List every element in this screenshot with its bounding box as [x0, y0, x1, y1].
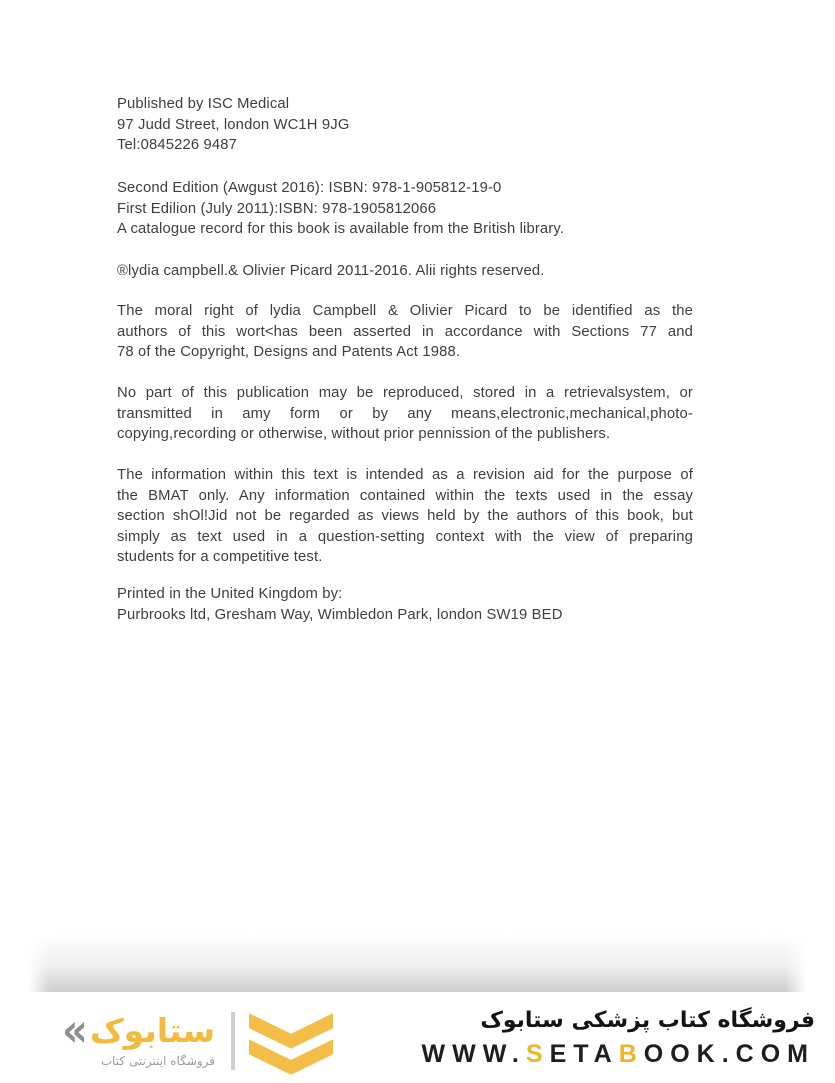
setabook-wordmark-group: [62, 1004, 216, 1069]
text-line: Printed in the United Kingdom by:: [117, 586, 343, 602]
text-line: Published by ISC Medical: [117, 96, 290, 112]
text-line: A catalogue record for this book is available from the British library.: [117, 221, 565, 238]
store-title: فروشگاه کتاب پزشکی ستابوک: [480, 1008, 815, 1033]
disclaimer-paragraph: [117, 465, 693, 568]
moral-right-paragraph: [117, 301, 693, 363]
text-line: simply as text used in a question-setting context with the view of preparing: [117, 528, 693, 545]
text-line: The information within this text is intended as a revision aid for the purpose of: [117, 467, 693, 483]
footer-right-text: [422, 1006, 815, 1068]
text-line: 78 of the Copyright, Designs and Patents Act 1988.: [117, 344, 461, 361]
url-segment: S: [525, 1040, 550, 1068]
text-line: Tel:0845226 9487: [117, 137, 238, 154]
logo-divider: [231, 1012, 235, 1070]
text-line: First Edilion (July 2011):ISBN: 978-1905812066: [117, 200, 437, 217]
text-line: the BMAT only. Any information contained within the texts used in the essay: [117, 487, 693, 504]
double-chevron-left-icon: «: [62, 1004, 88, 1058]
copyright-notice-line: [117, 261, 693, 282]
text-line: The moral right of lydia Campbell & Olivier Picard to be identified as the: [117, 303, 693, 319]
text-line: copying,recording or otherwise, without prior pennission of the publishers.: [117, 426, 611, 443]
logo-tagline: فروشگاه اینترنتی کتاب: [100, 1054, 216, 1068]
text-line: Second Edition (Awgust 2016): ISBN: 978-1-905812-19-0: [117, 180, 502, 196]
text-line: No part of this publication may be reproduced, stored in a retrievalsystem, or: [117, 385, 693, 401]
text-line: section shOl!Jid not be regarded as views held by the authors of this book, but: [117, 508, 693, 525]
no-reproduction-paragraph: [117, 383, 693, 445]
url-segment: WWW.: [421, 1040, 526, 1068]
edition-isbn-block: [117, 178, 693, 240]
text-line: ®lydia campbell.& Olivier Picard 2011-2016. Alii rights reserved.: [117, 263, 545, 279]
website-url-link[interactable]: [422, 1040, 815, 1068]
footer-banner: [0, 1000, 835, 1080]
setabook-logo[interactable]: [62, 1004, 333, 1083]
setabook-chevron-emblem-icon: [249, 1010, 333, 1083]
text-line: 97 Judd Street, london WC1H 9JG: [117, 116, 350, 133]
text-line: authors of this wort<has been asserted in accordance with Sections 77 and: [117, 323, 693, 340]
url-segment: B: [618, 1040, 644, 1068]
setabook-wordmark: ستابوک: [89, 1011, 216, 1050]
text-line: transmitted in amy form or by any means,electronic,mechanical,photo-: [117, 405, 693, 422]
text-line: students for a competitive test.: [117, 549, 323, 566]
url-segment: OOK.COM: [643, 1040, 815, 1068]
printer-block: [117, 584, 693, 625]
publisher-block: [117, 94, 693, 156]
text-line: Purbrooks ltd, Gresham Way, Wimbledon Park, london SW19 BED: [117, 606, 563, 623]
scan-edge-shadow: [28, 933, 807, 992]
url-segment: ETA: [549, 1040, 619, 1068]
